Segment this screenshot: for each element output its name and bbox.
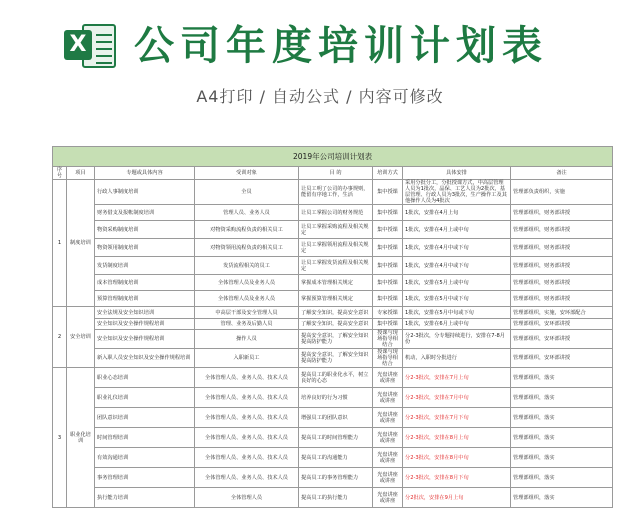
cell-note[interactable]: 管理部组织，财务部讲授 (511, 257, 613, 275)
cell-note[interactable]: 管理部组织，财务部讲授 (511, 291, 613, 307)
cell-target[interactable]: 入职新员工 (195, 349, 299, 368)
table-row (53, 221, 613, 239)
table-row (53, 257, 613, 275)
cell-schedule[interactable]: 1批次，安排在4月中或下旬 (403, 257, 511, 275)
cell-purpose[interactable]: 提高员工的执行能力 (299, 488, 373, 508)
cell-method[interactable]: 光盘讲座或讲座 (373, 368, 403, 388)
cell-purpose[interactable]: 掌握成本管理相关规定 (299, 275, 373, 291)
spreadsheet (52, 146, 612, 508)
cell-method[interactable]: 集中授课 (373, 319, 403, 330)
cell-target[interactable]: 管理人员、业务人员 (195, 205, 299, 221)
cell-target[interactable]: 全体管理人员 (195, 488, 299, 508)
cell-purpose[interactable]: 提高员工的职业化水平，树立良好的心态 (299, 368, 373, 388)
cell-topic[interactable]: 新入职人员安全知识及安全操作规程培训 (95, 349, 195, 368)
cell-target[interactable]: 全体管理人员、业务人员、技术人员 (195, 368, 299, 388)
cell-note[interactable]: 管理部组织，财务部讲授 (511, 221, 613, 239)
cell-method[interactable]: 集中授课 (373, 205, 403, 221)
cell-method[interactable]: 光盘讲座或讲座 (373, 468, 403, 488)
table-row (53, 448, 613, 468)
cell-purpose[interactable]: 提高员工的沟通能力 (299, 448, 373, 468)
cell-note[interactable]: 管理部组织，财务部讲授 (511, 239, 613, 257)
cell-method[interactable]: 光盘讲座或讲座 (373, 488, 403, 508)
cell-topic[interactable]: 预算管理制度培训 (95, 291, 195, 307)
column-header[interactable]: 序号 (53, 167, 67, 180)
cell-note[interactable]: 管理部组织，落实 (511, 448, 613, 468)
cell-target[interactable]: 管理、业务及后勤人员 (195, 319, 299, 330)
table-title-row (53, 147, 613, 167)
cell-project[interactable]: 职业化培训 (67, 368, 95, 508)
cell-method[interactable]: 光盘讲座或讲座 (373, 428, 403, 448)
table-row (53, 488, 613, 508)
cell-target[interactable]: 全体管理人员、业务人员、技术人员 (195, 408, 299, 428)
table-row (53, 319, 613, 330)
cell-purpose[interactable]: 让员工明了公司的办事规则，能留有序地工作，生活 (299, 180, 373, 205)
cell-schedule[interactable]: 分2-3批次，安排在8月中旬 (403, 448, 511, 468)
cell-target[interactable]: 全体管理人员及业务人员 (195, 275, 299, 291)
cell-schedule[interactable]: 1批次，安排在4月上或中旬 (403, 221, 511, 239)
table-row (53, 468, 613, 488)
cell-topic[interactable]: 物资领用制度培训 (95, 239, 195, 257)
cell-method[interactable]: 专家授课 (373, 307, 403, 319)
cell-target[interactable]: 操作人员 (195, 330, 299, 349)
cell-schedule[interactable]: 分2-3批次，安排在8月上旬 (403, 428, 511, 448)
cell-number[interactable]: 2 (53, 307, 67, 368)
cell-note[interactable]: 管理部组织，财务部讲授 (511, 205, 613, 221)
cell-purpose[interactable]: 掌握预算管理相关规定 (299, 291, 373, 307)
cell-method[interactable]: 集中授课 (373, 291, 403, 307)
table-row (53, 388, 613, 408)
table-row (53, 368, 613, 388)
cell-note[interactable]: 管理部组织，实施，安环部配合 (511, 307, 613, 319)
cell-schedule[interactable]: 1批次，安排在4月中或下旬 (403, 239, 511, 257)
cell-target[interactable]: 全体管理人员、业务人员、技术人员 (195, 388, 299, 408)
cell-topic[interactable]: 成本管理制度培训 (95, 275, 195, 291)
cell-target[interactable]: 全体管理人员及业务人员 (195, 291, 299, 307)
cell-target[interactable]: 全体管理人员、业务人员、技术人员 (195, 448, 299, 468)
training-plan-table (52, 146, 613, 508)
cell-note[interactable]: 管理部组织，落实 (511, 408, 613, 428)
cell-topic[interactable]: 有效沟通培训 (95, 448, 195, 468)
column-header[interactable]: 目 的 (299, 167, 373, 180)
cell-schedule[interactable]: 采用分批分工，分批授课方式，中高层管理人员为1批次，晶保、工艺人员为2批次，基层管理、行政人员为3批次，生产操作工及其他操作人员为4批次 (403, 180, 511, 205)
cell-note[interactable]: 管理部负责组织，实施 (511, 180, 613, 205)
cell-schedule[interactable]: 1批次，安排在5月上或中旬 (403, 275, 511, 291)
cell-purpose[interactable]: 让员工掌握公司的财务规范 (299, 205, 373, 221)
cell-schedule[interactable]: 1批次，安排在5月中或下旬 (403, 291, 511, 307)
cell-method[interactable]: 光盘讲座或讲座 (373, 448, 403, 468)
cell-purpose[interactable]: 了解安全知识，提高安全意识 (299, 307, 373, 319)
cell-topic[interactable]: 安全法规及安全知识培训 (95, 307, 195, 319)
cell-note[interactable]: 管理部组织，财务部讲授 (511, 275, 613, 291)
excel-icon (64, 20, 116, 72)
cell-target[interactable]: 对物资领用流程负责的相关员工 (195, 239, 299, 257)
cell-schedule[interactable]: 1批次，安排在6月上或中旬 (403, 319, 511, 330)
cell-method[interactable]: 光盘讲座或讲座 (373, 408, 403, 428)
column-header[interactable]: 培训方式 (373, 167, 403, 180)
table-row (53, 205, 613, 221)
cell-note[interactable]: 管理部组织，落实 (511, 488, 613, 508)
cell-method[interactable]: 集中授课 (373, 275, 403, 291)
cell-note[interactable]: 管理部组织，安环部讲授 (511, 349, 613, 368)
table-row (53, 330, 613, 349)
table-row (53, 408, 613, 428)
cell-note[interactable]: 管理部组织，安环部讲授 (511, 330, 613, 349)
table-row (53, 239, 613, 257)
table-row (53, 428, 613, 448)
table-row (53, 307, 613, 319)
cell-topic[interactable]: 行政人事制度培训 (95, 180, 195, 205)
cell-schedule[interactable]: 分2批次，安排在9月上旬 (403, 488, 511, 508)
cell-topic[interactable]: 安全知识及安全操作规程培训 (95, 319, 195, 330)
cell-purpose[interactable]: 提高员工的时间管理能力 (299, 428, 373, 448)
template-banner (0, 0, 640, 118)
cell-topic[interactable]: 职业心态培训 (95, 368, 195, 388)
cell-purpose[interactable]: 了解安全知识，提高安全意识 (299, 319, 373, 330)
column-header[interactable]: 受训对象 (195, 167, 299, 180)
cell-note[interactable]: 管理部组织，落实 (511, 388, 613, 408)
column-header[interactable]: 专题或具体内容 (95, 167, 195, 180)
table-row (53, 349, 613, 368)
cell-schedule[interactable]: 分2-3批次，安排在7月上旬 (403, 368, 511, 388)
table-row (53, 291, 613, 307)
cell-purpose[interactable]: 让员工掌握领用流程及相关规定 (299, 239, 373, 257)
cell-target[interactable]: 中高层干部及安全管理人员 (195, 307, 299, 319)
cell-topic[interactable]: 发货制度培训 (95, 257, 195, 275)
cell-topic[interactable]: 职业礼仪培训 (95, 388, 195, 408)
column-header[interactable]: 具体安排 (403, 167, 511, 180)
cell-purpose[interactable]: 增强员工的团队意识 (299, 408, 373, 428)
cell-schedule[interactable]: 分2-3批次，分专题持续进行，安排在7-8月份 (403, 330, 511, 349)
cell-project[interactable]: 制度培训 (67, 180, 95, 307)
cell-method[interactable]: 授课与现场指导相结合 (373, 330, 403, 349)
cell-project[interactable]: 安全培训 (67, 307, 95, 368)
cell-schedule[interactable]: 机动，入职时分批进行 (403, 349, 511, 368)
cell-method[interactable]: 授课与现场指导相结合 (373, 349, 403, 368)
cell-method[interactable]: 集中授课 (373, 257, 403, 275)
cell-method[interactable]: 集中授课 (373, 239, 403, 257)
cell-number[interactable]: 1 (53, 180, 67, 307)
cell-target[interactable]: 全员 (195, 180, 299, 205)
cell-method[interactable]: 集中授课 (373, 221, 403, 239)
cell-target[interactable]: 发货流程相关的员工 (195, 257, 299, 275)
cell-purpose[interactable]: 提高安全意识，了解安全知识提高防护能力 (299, 349, 373, 368)
cell-method[interactable]: 集中授课 (373, 180, 403, 205)
cell-topic[interactable]: 财务借支及报帐制度培训 (95, 205, 195, 221)
page-subtitle: A4打印 / 自动公式 / 内容可修改 (196, 87, 444, 106)
cell-purpose[interactable]: 提高员工的事务管理能力 (299, 468, 373, 488)
cell-topic[interactable]: 执行能力培训 (95, 488, 195, 508)
cell-topic[interactable]: 团队意识培训 (95, 408, 195, 428)
cell-schedule[interactable]: 分2-3批次，安排在7月中旬 (403, 388, 511, 408)
cell-topic[interactable]: 安全知识及安全操作规程培训 (95, 330, 195, 349)
excel-x-badge: X (64, 30, 92, 60)
table-header-row (53, 167, 613, 180)
cell-purpose[interactable]: 提高安全意识，了解安全知识提高防护能力 (299, 330, 373, 349)
cell-method[interactable]: 光盘讲座或讲座 (373, 388, 403, 408)
cell-schedule[interactable]: 1批次，安排在5月中旬或下旬 (403, 307, 511, 319)
cell-topic[interactable]: 时间管理培训 (95, 428, 195, 448)
cell-purpose[interactable]: 让员工掌握发货流程及相关规定 (299, 257, 373, 275)
cell-purpose[interactable]: 培养良好的行为习惯 (299, 388, 373, 408)
cell-target[interactable]: 对物资采购流程负责的相关员工 (195, 221, 299, 239)
cell-target[interactable]: 全体管理人员、业务人员、技术人员 (195, 428, 299, 448)
cell-topic[interactable]: 物资采购制度培训 (95, 221, 195, 239)
cell-note[interactable]: 管理部组织，落实 (511, 368, 613, 388)
cell-topic[interactable]: 事务管理培训 (95, 468, 195, 488)
cell-note[interactable]: 管理部组织，落实 (511, 428, 613, 448)
table-row (53, 275, 613, 291)
column-header[interactable]: 备注 (511, 167, 613, 180)
cell-target[interactable]: 全体管理人员、业务人员、技术人员 (195, 468, 299, 488)
cell-number[interactable]: 3 (53, 368, 67, 508)
cell-schedule[interactable]: 分2-3批次，安排在7月下旬 (403, 408, 511, 428)
page-title: 公司年度培训计划表 (134, 23, 548, 69)
cell-purpose[interactable]: 让员工掌握采购流程及相关规定 (299, 221, 373, 239)
table-title[interactable]: 2019年公司培训计划表 (53, 147, 613, 167)
cell-note[interactable]: 管理部组织，落实 (511, 468, 613, 488)
table-row (53, 180, 613, 205)
cell-note[interactable]: 管理部组织，安环部讲授 (511, 319, 613, 330)
column-header[interactable]: 项目 (67, 167, 95, 180)
cell-schedule[interactable]: 分2-3批次，安排在8月下旬 (403, 468, 511, 488)
cell-schedule[interactable]: 1批次，安排在4月上旬 (403, 205, 511, 221)
